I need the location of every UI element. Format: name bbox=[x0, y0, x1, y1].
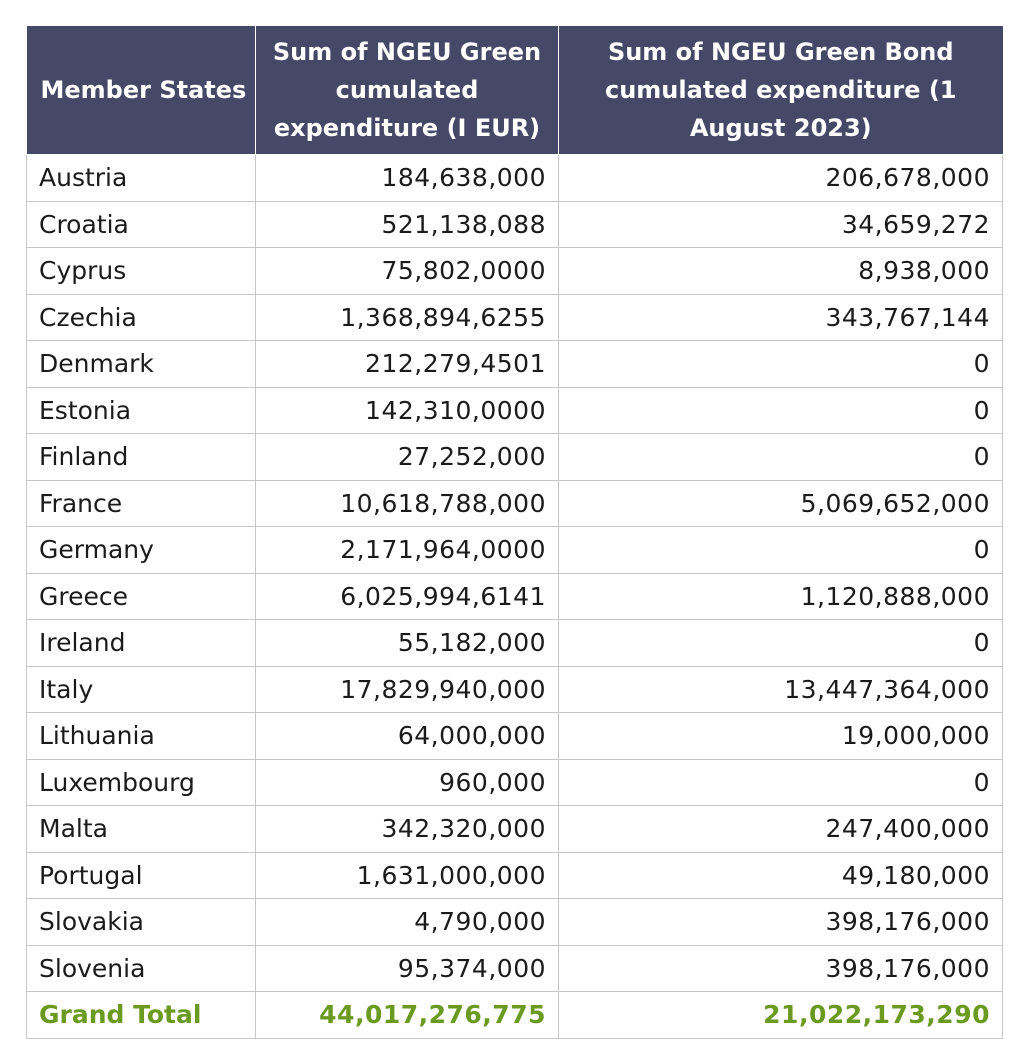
table-row bbox=[27, 341, 1003, 388]
member-state-name: Austria bbox=[27, 155, 256, 202]
member-state-name: Slovakia bbox=[27, 899, 256, 946]
green-bond-expenditure-value: 1,120,888,000 bbox=[559, 573, 1003, 620]
expenditure-table-container bbox=[26, 26, 1002, 1039]
green-bond-expenditure-value: 13,447,364,000 bbox=[559, 666, 1003, 713]
grand-total-row bbox=[27, 992, 1003, 1039]
table-row bbox=[27, 434, 1003, 481]
table-row bbox=[27, 248, 1003, 295]
member-state-name: Greece bbox=[27, 573, 256, 620]
member-state-name: Germany bbox=[27, 527, 256, 574]
table-row bbox=[27, 713, 1003, 760]
header-green-bond-expenditure: Sum of NGEU Green Bond cumulated expenditure (1 August 2023) bbox=[559, 26, 1003, 155]
green-expenditure-value: 521,138,088 bbox=[256, 201, 559, 248]
green-bond-expenditure-value: 0 bbox=[559, 434, 1003, 481]
green-bond-expenditure-value: 0 bbox=[559, 341, 1003, 388]
green-bond-expenditure-value: 343,767,144 bbox=[559, 294, 1003, 341]
member-state-name: Slovenia bbox=[27, 945, 256, 992]
green-bond-expenditure-value: 0 bbox=[559, 620, 1003, 667]
green-expenditure-value: 6,025,994,6141 bbox=[256, 573, 559, 620]
member-state-name: Estonia bbox=[27, 387, 256, 434]
table-row bbox=[27, 806, 1003, 853]
green-bond-expenditure-value: 398,176,000 bbox=[559, 945, 1003, 992]
table-row bbox=[27, 294, 1003, 341]
member-state-name: Finland bbox=[27, 434, 256, 481]
table-row bbox=[27, 899, 1003, 946]
table-row bbox=[27, 201, 1003, 248]
member-state-name: Luxembourg bbox=[27, 759, 256, 806]
green-bond-expenditure-value: 398,176,000 bbox=[559, 899, 1003, 946]
green-bond-expenditure-value: 206,678,000 bbox=[559, 155, 1003, 202]
member-state-name: Malta bbox=[27, 806, 256, 853]
table-row bbox=[27, 666, 1003, 713]
green-expenditure-value: 2,171,964,0000 bbox=[256, 527, 559, 574]
table-row bbox=[27, 387, 1003, 434]
green-bond-expenditure-value: 19,000,000 bbox=[559, 713, 1003, 760]
green-expenditure-value: 27,252,000 bbox=[256, 434, 559, 481]
green-bond-expenditure-value: 0 bbox=[559, 759, 1003, 806]
grand-total-label: Grand Total bbox=[27, 992, 256, 1039]
grand-total-green: 44,017,276,775 bbox=[256, 992, 559, 1039]
green-bond-expenditure-value: 49,180,000 bbox=[559, 852, 1003, 899]
member-state-name: Croatia bbox=[27, 201, 256, 248]
expenditure-table bbox=[26, 26, 1003, 1039]
green-expenditure-value: 10,618,788,000 bbox=[256, 480, 559, 527]
green-bond-expenditure-value: 0 bbox=[559, 527, 1003, 574]
green-expenditure-value: 4,790,000 bbox=[256, 899, 559, 946]
table-row bbox=[27, 527, 1003, 574]
member-state-name: Cyprus bbox=[27, 248, 256, 295]
green-bond-expenditure-value: 8,938,000 bbox=[559, 248, 1003, 295]
header-member-states: Member States bbox=[27, 26, 256, 155]
green-bond-expenditure-value: 34,659,272 bbox=[559, 201, 1003, 248]
green-expenditure-value: 342,320,000 bbox=[256, 806, 559, 853]
table-header bbox=[27, 26, 1003, 155]
green-expenditure-value: 212,279,4501 bbox=[256, 341, 559, 388]
green-expenditure-value: 142,310,0000 bbox=[256, 387, 559, 434]
member-state-name: Ireland bbox=[27, 620, 256, 667]
header-row bbox=[27, 26, 1003, 155]
green-bond-expenditure-value: 5,069,652,000 bbox=[559, 480, 1003, 527]
green-bond-expenditure-value: 0 bbox=[559, 387, 1003, 434]
member-state-name: Denmark bbox=[27, 341, 256, 388]
green-expenditure-value: 1,631,000,000 bbox=[256, 852, 559, 899]
header-green-expenditure: Sum of NGEU Green cumulated expenditure (I EUR) bbox=[256, 26, 559, 155]
table-row bbox=[27, 480, 1003, 527]
member-state-name: France bbox=[27, 480, 256, 527]
table-row bbox=[27, 759, 1003, 806]
member-state-name: Czechia bbox=[27, 294, 256, 341]
grand-total-green-bond: 21,022,173,290 bbox=[559, 992, 1003, 1039]
green-expenditure-value: 64,000,000 bbox=[256, 713, 559, 760]
green-expenditure-value: 184,638,000 bbox=[256, 155, 559, 202]
green-expenditure-value: 95,374,000 bbox=[256, 945, 559, 992]
table-row bbox=[27, 945, 1003, 992]
table-row bbox=[27, 620, 1003, 667]
table-row bbox=[27, 852, 1003, 899]
member-state-name: Portugal bbox=[27, 852, 256, 899]
green-expenditure-value: 960,000 bbox=[256, 759, 559, 806]
green-bond-expenditure-value: 247,400,000 bbox=[559, 806, 1003, 853]
green-expenditure-value: 17,829,940,000 bbox=[256, 666, 559, 713]
green-expenditure-value: 55,182,000 bbox=[256, 620, 559, 667]
table-body bbox=[27, 155, 1003, 1039]
table-row bbox=[27, 155, 1003, 202]
member-state-name: Lithuania bbox=[27, 713, 256, 760]
member-state-name: Italy bbox=[27, 666, 256, 713]
green-expenditure-value: 75,802,0000 bbox=[256, 248, 559, 295]
table-row bbox=[27, 573, 1003, 620]
green-expenditure-value: 1,368,894,6255 bbox=[256, 294, 559, 341]
